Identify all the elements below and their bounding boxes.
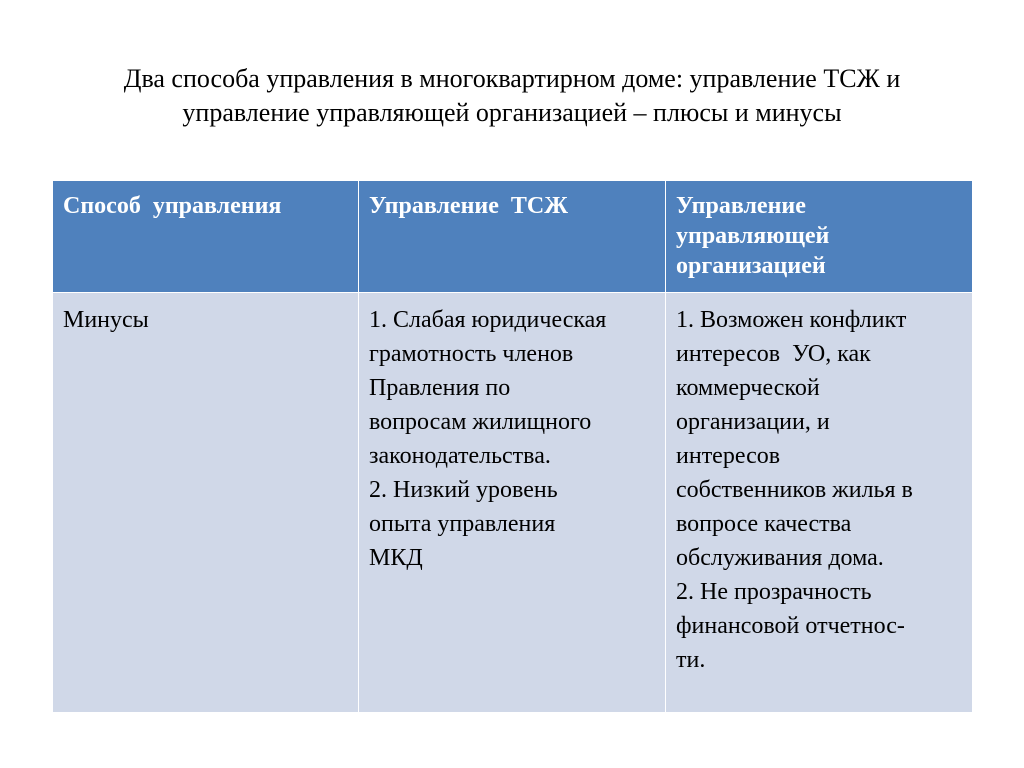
row-label-minuses: Минусы	[53, 293, 359, 713]
cell-hoa-minuses	[359, 293, 666, 713]
cell-line: финансовой отчетнос-	[676, 613, 905, 639]
header-line: организацией	[676, 253, 826, 279]
cell-line: интересов	[676, 443, 781, 469]
table-row-minuses	[53, 293, 973, 713]
comparison-table	[52, 180, 973, 713]
table-header-row	[53, 181, 973, 293]
slide-title-line-1: Два способа управления в многоквартирном доме: управление ТСЖ и	[123, 64, 901, 93]
cell-line: 2. Низкий уровень	[369, 477, 558, 503]
slide-title	[60, 62, 964, 130]
cell-line: грамотность членов	[369, 341, 574, 367]
header-hoa-management: Управление ТСЖ	[359, 181, 666, 293]
slide-title-line-2: управление управляющей организацией – плюсы и минусы	[182, 98, 842, 127]
header-management-method: Способ управления	[53, 181, 359, 293]
cell-line: Правления по	[369, 375, 511, 401]
cell-line: обслуживания дома.	[676, 545, 884, 571]
cell-line: 1. Возможен конфликт	[676, 307, 907, 333]
cell-line: собственников жилья в	[676, 477, 913, 503]
cell-line: МКД	[369, 545, 423, 571]
cell-line: вопросе качества	[676, 511, 852, 537]
cell-line: организации, и	[676, 409, 830, 435]
cell-company-minuses	[666, 293, 973, 713]
cell-line: опыта управления	[369, 511, 556, 537]
cell-line: интересов УО, как	[676, 341, 871, 367]
cell-line: ти.	[676, 647, 706, 673]
cell-line: законодательства.	[369, 443, 551, 469]
cell-line: коммерческой	[676, 375, 820, 401]
header-line: управляющей	[676, 223, 830, 249]
cell-line: 1. Слабая юридическая	[369, 307, 607, 333]
cell-line: 2. Не прозрачность	[676, 579, 872, 605]
header-line: Управление	[676, 193, 806, 219]
header-management-company	[666, 181, 973, 293]
cell-line: вопросам жилищного	[369, 409, 592, 435]
